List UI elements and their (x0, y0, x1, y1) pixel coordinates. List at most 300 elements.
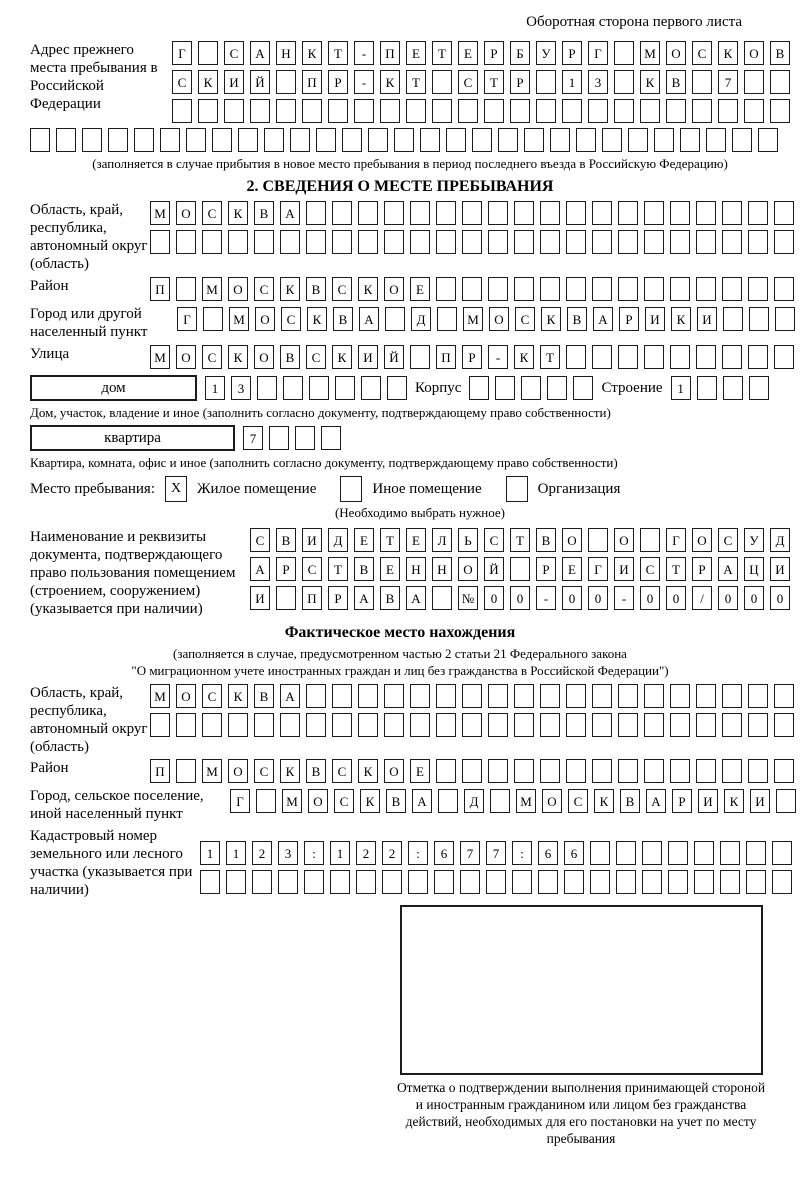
char-box[interactable] (332, 684, 352, 708)
char-box[interactable]: С (202, 201, 222, 225)
char-box[interactable] (640, 528, 660, 552)
char-box[interactable] (592, 684, 612, 708)
char-box[interactable] (644, 759, 664, 783)
char-box[interactable] (775, 307, 795, 331)
char-box[interactable]: Р (510, 70, 530, 94)
char-box[interactable] (462, 230, 482, 254)
char-box[interactable] (358, 713, 378, 737)
char-box[interactable] (696, 713, 716, 737)
char-box[interactable] (732, 128, 752, 152)
char-box[interactable]: А (406, 586, 426, 610)
char-box[interactable] (486, 870, 506, 894)
char-box[interactable] (524, 128, 544, 152)
char-box[interactable] (358, 201, 378, 225)
char-box[interactable] (510, 557, 530, 581)
char-box[interactable] (264, 128, 284, 152)
char-box[interactable] (200, 870, 220, 894)
char-box[interactable] (306, 230, 326, 254)
char-box[interactable] (488, 713, 508, 737)
char-box[interactable] (748, 684, 768, 708)
char-box[interactable]: С (202, 684, 222, 708)
char-box[interactable] (278, 870, 298, 894)
char-box[interactable]: В (280, 345, 300, 369)
char-box[interactable]: И (358, 345, 378, 369)
char-box[interactable] (358, 684, 378, 708)
char-box[interactable]: К (541, 307, 561, 331)
char-box[interactable]: 2 (252, 841, 272, 865)
char-box[interactable] (748, 759, 768, 783)
char-box[interactable] (406, 99, 426, 123)
char-box[interactable]: 1 (200, 841, 220, 865)
char-box[interactable]: : (512, 841, 532, 865)
char-box[interactable]: 0 (484, 586, 504, 610)
char-box[interactable] (670, 201, 690, 225)
char-box[interactable] (592, 201, 612, 225)
char-box[interactable] (368, 128, 388, 152)
char-box[interactable]: К (307, 307, 327, 331)
char-box[interactable]: Т (484, 70, 504, 94)
char-box[interactable]: В (333, 307, 353, 331)
char-box[interactable]: А (718, 557, 738, 581)
char-box[interactable]: С (224, 41, 244, 65)
char-box[interactable] (670, 684, 690, 708)
char-box[interactable] (618, 684, 638, 708)
char-box[interactable] (276, 70, 296, 94)
char-box[interactable]: 0 (666, 586, 686, 610)
char-box[interactable]: Р (619, 307, 639, 331)
char-box[interactable] (354, 99, 374, 123)
char-box[interactable]: 7 (486, 841, 506, 865)
char-box[interactable]: К (198, 70, 218, 94)
char-box[interactable]: С (332, 277, 352, 301)
char-box[interactable]: 1 (330, 841, 350, 865)
char-box[interactable]: Р (462, 345, 482, 369)
char-box[interactable] (644, 230, 664, 254)
char-box[interactable] (592, 759, 612, 783)
char-box[interactable] (618, 713, 638, 737)
char-box[interactable]: А (250, 41, 270, 65)
char-box[interactable] (748, 201, 768, 225)
char-box[interactable]: 6 (564, 841, 584, 865)
char-box[interactable] (540, 201, 560, 225)
char-box[interactable]: Г (666, 528, 686, 552)
char-box[interactable] (252, 870, 272, 894)
char-box[interactable]: 0 (510, 586, 530, 610)
char-box[interactable] (592, 345, 612, 369)
char-box[interactable] (564, 870, 584, 894)
char-box[interactable] (696, 345, 716, 369)
char-box[interactable]: С (306, 345, 326, 369)
char-box[interactable]: В (770, 41, 790, 65)
char-box[interactable] (283, 376, 303, 400)
char-box[interactable]: 0 (562, 586, 582, 610)
char-box[interactable] (212, 128, 232, 152)
char-box[interactable] (774, 684, 794, 708)
char-box[interactable]: С (250, 528, 270, 552)
char-box[interactable] (462, 201, 482, 225)
char-box[interactable] (774, 277, 794, 301)
char-box[interactable] (573, 376, 593, 400)
char-box[interactable]: О (176, 345, 196, 369)
char-box[interactable]: И (302, 528, 322, 552)
char-box[interactable] (361, 376, 381, 400)
char-box[interactable]: В (254, 684, 274, 708)
char-box[interactable]: 3 (278, 841, 298, 865)
char-box[interactable] (160, 128, 180, 152)
char-box[interactable] (722, 201, 742, 225)
char-box[interactable] (472, 128, 492, 152)
char-box[interactable] (385, 307, 405, 331)
char-box[interactable]: К (360, 789, 380, 813)
char-box[interactable] (644, 277, 664, 301)
char-box[interactable] (618, 201, 638, 225)
char-box[interactable] (380, 99, 400, 123)
char-box[interactable]: У (536, 41, 556, 65)
char-box[interactable] (680, 128, 700, 152)
char-box[interactable] (590, 870, 610, 894)
char-box[interactable]: - (614, 586, 634, 610)
char-box[interactable]: М (202, 277, 222, 301)
char-box[interactable] (332, 713, 352, 737)
char-box[interactable] (748, 345, 768, 369)
char-box[interactable] (250, 99, 270, 123)
char-box[interactable]: Р (484, 41, 504, 65)
char-box[interactable]: И (250, 586, 270, 610)
char-box[interactable]: С (334, 789, 354, 813)
char-box[interactable] (746, 870, 766, 894)
char-box[interactable]: С (568, 789, 588, 813)
char-box[interactable]: Г (588, 41, 608, 65)
char-box[interactable] (776, 789, 796, 813)
char-box[interactable] (198, 99, 218, 123)
char-box[interactable]: В (567, 307, 587, 331)
char-box[interactable]: - (354, 41, 374, 65)
char-box[interactable] (256, 789, 276, 813)
char-box[interactable] (484, 99, 504, 123)
char-box[interactable]: Д (328, 528, 348, 552)
char-box[interactable]: С (515, 307, 535, 331)
char-box[interactable] (614, 41, 634, 65)
char-box[interactable]: 1 (226, 841, 246, 865)
char-box[interactable]: К (228, 684, 248, 708)
char-box[interactable] (382, 870, 402, 894)
char-box[interactable] (536, 99, 556, 123)
char-box[interactable] (654, 128, 674, 152)
char-box[interactable] (720, 841, 740, 865)
stay-type-checkbox-organization[interactable] (506, 476, 528, 502)
char-box[interactable]: И (645, 307, 665, 331)
char-box[interactable] (694, 870, 714, 894)
char-box[interactable] (436, 277, 456, 301)
char-box[interactable] (176, 759, 196, 783)
char-box[interactable] (134, 128, 154, 152)
char-box[interactable]: И (614, 557, 634, 581)
char-box[interactable] (356, 870, 376, 894)
char-box[interactable]: Й (384, 345, 404, 369)
char-box[interactable]: С (332, 759, 352, 783)
char-box[interactable]: Е (410, 277, 430, 301)
char-box[interactable] (592, 230, 612, 254)
char-box[interactable] (306, 201, 326, 225)
char-box[interactable] (328, 99, 348, 123)
char-box[interactable]: А (280, 201, 300, 225)
char-box[interactable]: 3 (231, 376, 251, 400)
char-box[interactable] (628, 128, 648, 152)
char-box[interactable] (547, 376, 567, 400)
char-box[interactable] (748, 277, 768, 301)
char-box[interactable]: С (692, 41, 712, 65)
char-box[interactable] (694, 841, 714, 865)
char-box[interactable]: 0 (588, 586, 608, 610)
char-box[interactable]: Т (380, 528, 400, 552)
char-box[interactable] (306, 684, 326, 708)
char-box[interactable] (644, 201, 664, 225)
char-box[interactable]: Р (692, 557, 712, 581)
char-box[interactable] (514, 277, 534, 301)
char-box[interactable]: В (306, 759, 326, 783)
char-box[interactable] (536, 70, 556, 94)
char-box[interactable] (498, 128, 518, 152)
char-box[interactable] (696, 759, 716, 783)
char-box[interactable] (644, 345, 664, 369)
char-box[interactable] (434, 870, 454, 894)
char-box[interactable]: К (280, 759, 300, 783)
char-box[interactable]: Е (458, 41, 478, 65)
char-box[interactable] (670, 277, 690, 301)
char-box[interactable] (108, 128, 128, 152)
char-box[interactable] (276, 99, 296, 123)
char-box[interactable]: О (562, 528, 582, 552)
char-box[interactable] (514, 684, 534, 708)
char-box[interactable]: О (384, 277, 404, 301)
char-box[interactable]: Д (411, 307, 431, 331)
char-box[interactable]: С (172, 70, 192, 94)
char-box[interactable]: К (724, 789, 744, 813)
char-box[interactable]: А (250, 557, 270, 581)
char-box[interactable]: Е (410, 759, 430, 783)
char-box[interactable] (668, 841, 688, 865)
char-box[interactable]: С (281, 307, 301, 331)
char-box[interactable]: Т (540, 345, 560, 369)
char-box[interactable] (538, 870, 558, 894)
char-box[interactable] (410, 230, 430, 254)
char-box[interactable] (150, 713, 170, 737)
char-box[interactable] (436, 684, 456, 708)
char-box[interactable] (269, 426, 289, 450)
char-box[interactable]: 0 (744, 586, 764, 610)
char-box[interactable]: К (640, 70, 660, 94)
char-box[interactable] (540, 759, 560, 783)
char-box[interactable] (186, 128, 206, 152)
char-box[interactable]: Л (432, 528, 452, 552)
char-box[interactable] (56, 128, 76, 152)
char-box[interactable]: О (308, 789, 328, 813)
char-box[interactable]: П (380, 41, 400, 65)
char-box[interactable] (321, 426, 341, 450)
char-box[interactable] (394, 128, 414, 152)
char-box[interactable]: Р (562, 41, 582, 65)
char-box[interactable] (302, 99, 322, 123)
char-box[interactable]: И (697, 307, 717, 331)
char-box[interactable]: В (386, 789, 406, 813)
char-box[interactable] (514, 230, 534, 254)
char-box[interactable] (309, 376, 329, 400)
char-box[interactable] (280, 230, 300, 254)
char-box[interactable]: 7 (460, 841, 480, 865)
char-box[interactable]: О (692, 528, 712, 552)
char-box[interactable] (202, 713, 222, 737)
char-box[interactable]: 0 (770, 586, 790, 610)
char-box[interactable] (590, 841, 610, 865)
char-box[interactable]: В (276, 528, 296, 552)
char-box[interactable] (290, 128, 310, 152)
char-box[interactable] (566, 201, 586, 225)
char-box[interactable]: С (302, 557, 322, 581)
char-box[interactable]: С (254, 759, 274, 783)
char-box[interactable] (462, 713, 482, 737)
char-box[interactable] (387, 376, 407, 400)
char-box[interactable] (592, 277, 612, 301)
char-box[interactable] (770, 70, 790, 94)
char-box[interactable]: В (666, 70, 686, 94)
char-box[interactable] (432, 586, 452, 610)
char-box[interactable]: 7 (718, 70, 738, 94)
char-box[interactable] (254, 230, 274, 254)
char-box[interactable] (358, 230, 378, 254)
char-box[interactable]: Р (276, 557, 296, 581)
char-box[interactable]: 1 (671, 376, 691, 400)
char-box[interactable] (670, 345, 690, 369)
char-box[interactable]: 3 (588, 70, 608, 94)
char-box[interactable] (30, 128, 50, 152)
char-box[interactable]: О (176, 684, 196, 708)
char-box[interactable] (772, 870, 792, 894)
char-box[interactable]: В (536, 528, 556, 552)
char-box[interactable] (276, 586, 296, 610)
char-box[interactable]: К (280, 277, 300, 301)
char-box[interactable] (602, 128, 622, 152)
char-box[interactable] (720, 870, 740, 894)
char-box[interactable] (670, 230, 690, 254)
char-box[interactable] (462, 277, 482, 301)
char-box[interactable] (772, 841, 792, 865)
char-box[interactable] (692, 99, 712, 123)
char-box[interactable] (618, 345, 638, 369)
char-box[interactable] (562, 99, 582, 123)
char-box[interactable] (460, 870, 480, 894)
char-box[interactable]: В (306, 277, 326, 301)
char-box[interactable]: А (359, 307, 379, 331)
char-box[interactable] (332, 230, 352, 254)
char-box[interactable] (458, 99, 478, 123)
char-box[interactable] (280, 713, 300, 737)
char-box[interactable] (224, 99, 244, 123)
char-box[interactable]: К (671, 307, 691, 331)
char-box[interactable]: В (380, 586, 400, 610)
char-box[interactable] (332, 201, 352, 225)
stay-type-checkbox-residential[interactable]: X (165, 476, 187, 502)
char-box[interactable] (566, 713, 586, 737)
char-box[interactable] (495, 376, 515, 400)
char-box[interactable]: Б (510, 41, 530, 65)
char-box[interactable]: 6 (538, 841, 558, 865)
char-box[interactable] (488, 201, 508, 225)
char-box[interactable] (566, 684, 586, 708)
char-box[interactable]: В (254, 201, 274, 225)
char-box[interactable] (642, 870, 662, 894)
char-box[interactable] (410, 684, 430, 708)
char-box[interactable] (446, 128, 466, 152)
char-box[interactable]: 6 (434, 841, 454, 865)
char-box[interactable] (436, 759, 456, 783)
char-box[interactable] (618, 759, 638, 783)
char-box[interactable]: О (228, 759, 248, 783)
char-box[interactable] (384, 713, 404, 737)
char-box[interactable] (642, 841, 662, 865)
char-box[interactable]: П (436, 345, 456, 369)
char-box[interactable] (514, 713, 534, 737)
char-box[interactable] (588, 528, 608, 552)
char-box[interactable]: А (412, 789, 432, 813)
char-box[interactable]: П (302, 70, 322, 94)
char-box[interactable] (342, 128, 362, 152)
char-box[interactable] (254, 713, 274, 737)
char-box[interactable] (226, 870, 246, 894)
char-box[interactable]: С (640, 557, 660, 581)
char-box[interactable]: О (458, 557, 478, 581)
char-box[interactable]: А (280, 684, 300, 708)
char-box[interactable] (618, 230, 638, 254)
char-box[interactable] (462, 684, 482, 708)
char-box[interactable] (488, 684, 508, 708)
char-box[interactable]: М (150, 684, 170, 708)
char-box[interactable] (644, 713, 664, 737)
char-box[interactable] (176, 277, 196, 301)
char-box[interactable]: О (542, 789, 562, 813)
char-box[interactable] (490, 789, 510, 813)
char-box[interactable]: Н (406, 557, 426, 581)
char-box[interactable]: С (718, 528, 738, 552)
char-box[interactable] (540, 230, 560, 254)
char-box[interactable] (550, 128, 570, 152)
char-box[interactable] (257, 376, 277, 400)
char-box[interactable]: М (640, 41, 660, 65)
char-box[interactable] (749, 376, 769, 400)
char-box[interactable]: 0 (718, 586, 738, 610)
char-box[interactable]: Г (177, 307, 197, 331)
char-box[interactable] (228, 713, 248, 737)
char-box[interactable]: И (698, 789, 718, 813)
char-box[interactable]: И (750, 789, 770, 813)
char-box[interactable]: Т (510, 528, 530, 552)
char-box[interactable]: Е (380, 557, 400, 581)
char-box[interactable] (566, 759, 586, 783)
char-box[interactable]: С (254, 277, 274, 301)
char-box[interactable]: : (408, 841, 428, 865)
char-box[interactable] (521, 376, 541, 400)
char-box[interactable]: М (150, 345, 170, 369)
char-box[interactable] (748, 713, 768, 737)
char-box[interactable] (722, 684, 742, 708)
char-box[interactable]: П (150, 759, 170, 783)
char-box[interactable] (540, 277, 560, 301)
char-box[interactable] (540, 684, 560, 708)
char-box[interactable]: С (484, 528, 504, 552)
char-box[interactable] (436, 230, 456, 254)
char-box[interactable]: М (282, 789, 302, 813)
char-box[interactable]: И (770, 557, 790, 581)
char-box[interactable]: К (228, 345, 248, 369)
